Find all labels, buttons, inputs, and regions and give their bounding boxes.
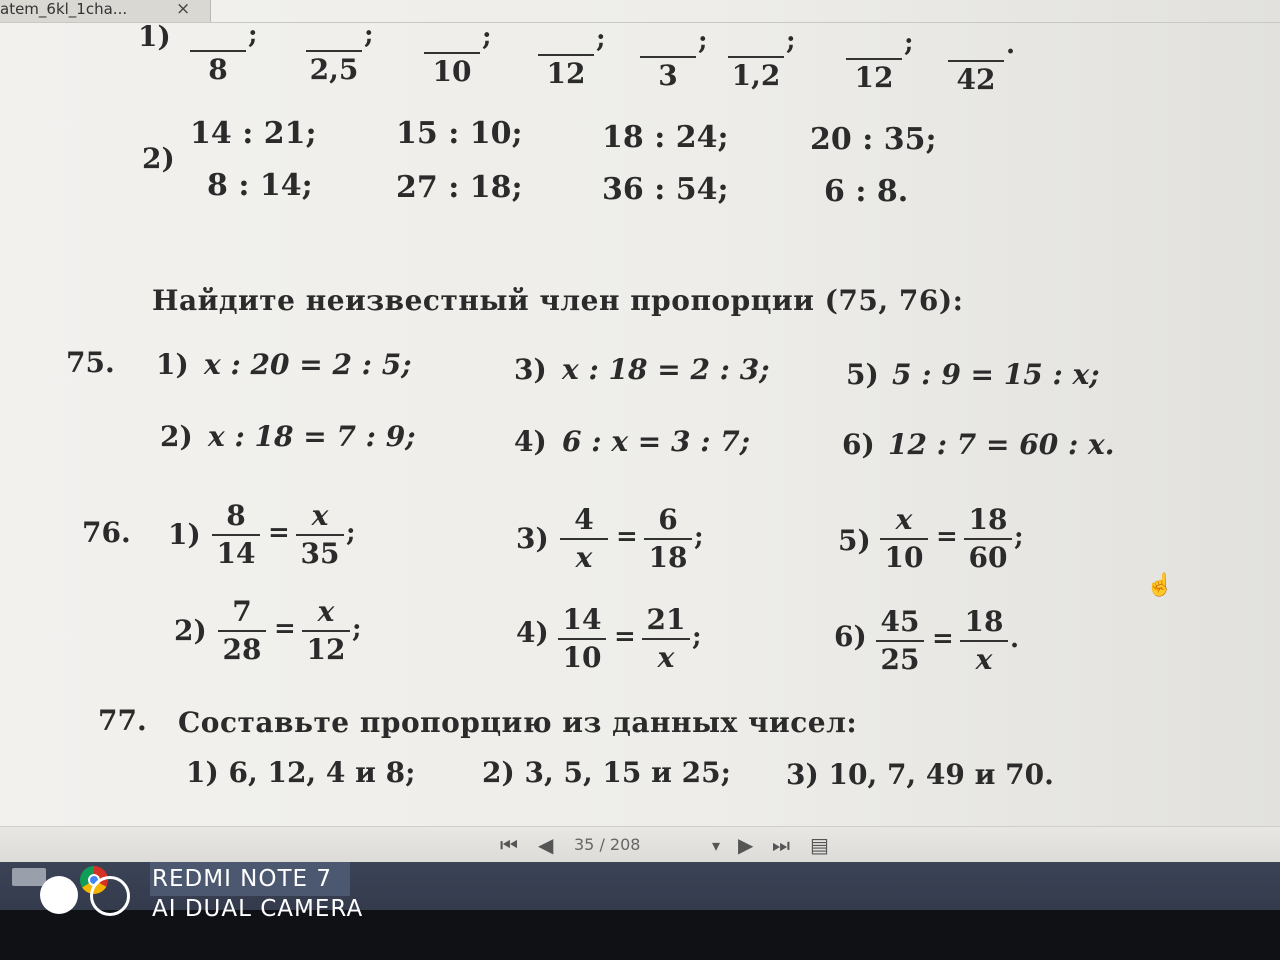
ex76-fraction [218,596,266,666]
exercise-77-text: Составьте пропорцию из данных чисел: [178,706,858,739]
ex76-fraction [560,504,608,574]
proportion-terminator: ; [352,614,362,644]
ex75-item3-label: 3) [514,353,547,386]
fraction-denominator: 42 [956,63,996,96]
ex76-item-label: 2) [174,614,207,647]
document-tab[interactable] [0,0,211,23]
fraction-denominator: 25 [880,643,920,676]
ex77-item1: 1) 6, 12, 4 и 8; [186,756,416,789]
ex76-fraction [212,500,260,570]
fraction-bar [560,538,608,540]
fraction-separator: ; [364,20,374,50]
fraction-denominator: 60 [968,541,1008,574]
ex76-item-label: 5) [838,524,871,557]
equals-sign: = [936,522,958,552]
fraction-numerator: x [311,499,329,532]
fraction-bar [296,534,344,536]
proportion-terminator: ; [346,518,356,548]
ex75-item1-label: 1) [156,348,189,381]
fraction-numerator: 7 [232,595,252,628]
fraction-bar [876,640,924,642]
ex76-item-label: 6) [834,620,867,653]
ex75-item4: 6 : x = 3 : 7; [562,425,751,458]
hand-cursor-icon: ☝ [1146,573,1174,598]
prev-page-icon[interactable]: ◀ [538,833,554,857]
fraction-bar [644,538,692,540]
exercise-76-number: 76. [82,516,131,549]
proportion-terminator: ; [692,622,702,652]
fraction-denominator: 2,5 [309,53,359,86]
ex77-item2: 2) 3, 5, 15 и 25; [482,756,731,789]
fraction-denominator: 35 [300,537,340,570]
fraction-denominator: 10 [562,641,602,674]
proportion-terminator: ; [1014,522,1024,552]
exercise-75-number: 75. [66,346,115,379]
first-page-icon[interactable]: ⏮ [500,833,518,857]
fraction-separator: ; [248,20,258,50]
watermark-line2: AI DUAL CAMERA [152,896,364,922]
fraction-bar [948,60,1004,62]
fraction-denominator: 12 [546,57,586,90]
next-page-icon[interactable]: ▶ [738,833,754,857]
ratio-7: 36 : 54; [602,172,729,207]
ex76-fraction [964,504,1012,574]
ex76-item-label: 4) [516,616,549,649]
ratio-8: 6 : 8. [824,174,909,209]
fraction-separator: ; [786,26,796,56]
fraction-separator: ; [904,28,914,58]
fraction-bar [640,56,696,58]
fraction-bar [190,50,246,52]
ratio-5: 8 : 14; [207,168,313,203]
start-menu-icon[interactable] [12,868,46,886]
ex76-fraction [296,500,344,570]
ex75-item6-label: 6) [842,428,875,461]
equals-sign: = [268,518,290,548]
fraction-numerator: x [895,503,913,536]
close-tab-icon[interactable]: × [176,0,191,19]
row1-label: 1) [138,20,171,53]
ratio-6: 27 : 18; [396,170,523,205]
fraction-numerator: x [317,595,335,628]
fraction-bar [960,640,1008,642]
fraction-denominator: 10 [884,541,924,574]
fraction-numerator: 4 [574,503,594,536]
ex75-item1: x : 20 = 2 : 5; [204,348,412,381]
fraction-denominator: x [975,643,993,676]
ex76-item-label: 1) [168,518,201,551]
ex76-fraction [642,604,690,674]
row2-label: 2) [142,142,175,175]
fraction-numerator: 14 [562,603,602,636]
ex76-item-label: 3) [516,522,549,555]
ratio-4: 20 : 35; [810,122,937,157]
fraction-denominator: 14 [216,537,256,570]
fraction-denominator: x [575,541,593,574]
watermark-line1: REDMI NOTE 7 [152,866,332,892]
ex76-fraction [558,604,606,674]
tab-title: atem_6kl_1cha... [0,0,128,18]
ex77-item3: 3) 10, 7, 49 и 70. [786,758,1054,791]
row1-fraction [640,26,696,92]
ex75-item5-label: 5) [846,358,879,391]
row1-fraction [424,22,480,88]
fraction-numerator: 8 [226,499,246,532]
fraction-bar [538,54,594,56]
equals-sign: = [616,522,638,552]
fraction-bar [964,538,1012,540]
ex76-fraction [960,606,1008,676]
ex75-item2-label: 2) [160,420,193,453]
fraction-bar [212,534,260,536]
ex76-fraction [644,504,692,574]
fraction-bar [424,52,480,54]
fraction-bar [642,638,690,640]
viewer-navigation-bar [0,826,1280,863]
row1-fraction [538,24,594,90]
fraction-separator: . [1006,30,1016,60]
row1-fraction [846,28,902,94]
fraction-bar [558,638,606,640]
fraction-numerator: 18 [968,503,1008,536]
equals-sign: = [932,624,954,654]
fraction-numerator: 21 [646,603,686,636]
fraction-bar [218,630,266,632]
ratio-3: 18 : 24; [602,120,729,155]
fraction-numerator: 6 [658,503,678,536]
ratio-2: 15 : 10; [396,116,523,151]
ratio-1: 14 : 21; [190,116,317,151]
fraction-denominator: x [657,641,675,674]
last-page-icon[interactable]: ⏭ [772,833,790,857]
fraction-bar [728,56,784,58]
ex75-item3: x : 18 = 2 : 3; [562,353,770,386]
fraction-numerator: 45 [880,605,920,638]
row1-fraction [728,26,784,92]
fraction-separator: ; [698,26,708,56]
fraction-bar [306,50,362,52]
ex76-fraction [880,504,928,574]
equals-sign: = [274,614,296,644]
fraction-numerator: 18 [964,605,1004,638]
proportion-terminator: ; [694,522,704,552]
fraction-denominator: 1,2 [731,59,781,92]
page-layout-icon[interactable]: ▤ [810,833,829,857]
fraction-bar [302,630,350,632]
fraction-bar [846,58,902,60]
proportion-terminator: . [1010,624,1020,654]
exercise-77-number: 77. [98,704,147,737]
watermark-ring-icon [90,876,130,916]
fraction-denominator: 10 [432,55,472,88]
fraction-separator: ; [482,22,492,52]
ex76-fraction [302,596,350,666]
fraction-denominator: 12 [306,633,346,666]
ex75-item5: 5 : 9 = 15 : x; [892,358,1100,391]
fraction-denominator: 8 [208,53,228,86]
ex76-fraction [876,606,924,676]
ex75-item4-label: 4) [514,425,547,458]
fraction-denominator: 12 [854,61,894,94]
ex75-item6: 12 : 7 = 60 : x. [888,428,1115,461]
fraction-denominator: 28 [222,633,262,666]
fraction-denominator: 3 [658,59,678,92]
instruction-heading: Найдите неизвестный член пропорции (75, 76): [152,284,964,317]
row1-fraction [306,20,362,86]
ex75-item2: x : 18 = 7 : 9; [208,420,416,453]
watermark-dot-icon [40,876,78,914]
fraction-denominator: 18 [648,541,688,574]
row1-fraction [190,20,246,86]
fraction-separator: ; [596,24,606,54]
row1-fraction [948,30,1004,96]
page-number-field[interactable]: 35 / 208 [574,835,641,854]
fraction-bar [880,538,928,540]
equals-sign: = [614,622,636,652]
page-dropdown-icon[interactable]: ▾ [712,836,721,855]
